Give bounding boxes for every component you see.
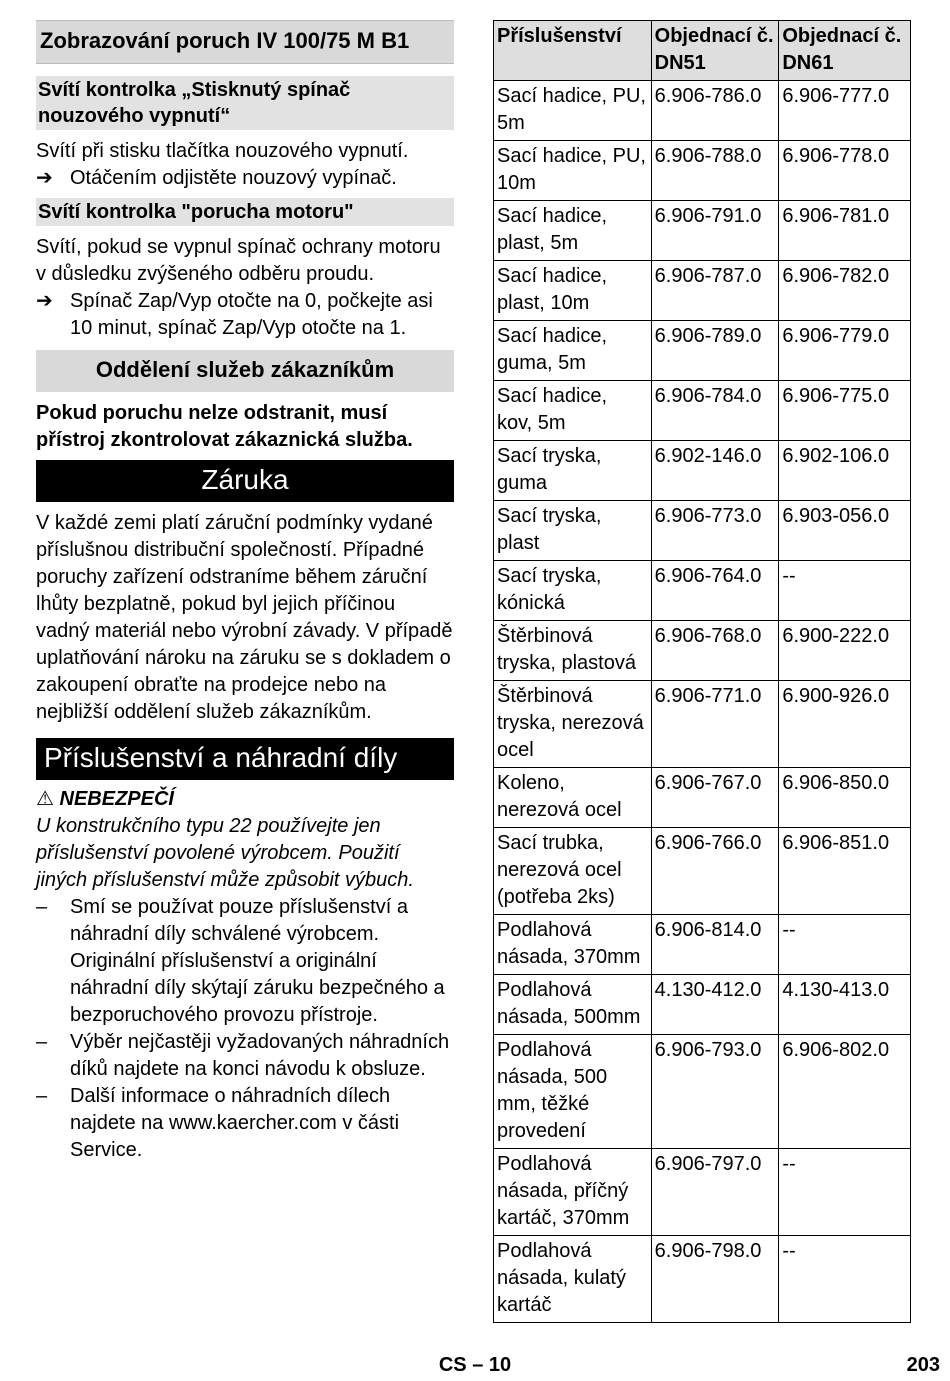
table-row	[494, 141, 911, 201]
cell-order-dn61: 6.906-781.0	[779, 201, 911, 261]
cell-accessory: Sací hadice, PU, 10m	[494, 141, 652, 201]
cell-order-dn51: 6.906-766.0	[651, 828, 779, 915]
motor-heading: Svítí kontrolka "porucha motoru"	[36, 198, 454, 226]
cell-order-dn51: 6.906-793.0	[651, 1035, 779, 1149]
cell-order-dn61: 6.900-926.0	[779, 681, 911, 768]
dash-icon: –	[36, 896, 48, 918]
warranty-heading: Záruka	[36, 460, 454, 502]
cell-order-dn51: 6.906-787.0	[651, 261, 779, 321]
list-item	[36, 894, 454, 1029]
cell-accessory: Podlahová násada, kulatý kartáč	[494, 1236, 652, 1323]
cell-accessory: Podlahová násada, 370mm	[494, 915, 652, 975]
cell-order-dn51: 6.906-797.0	[651, 1149, 779, 1236]
cell-order-dn51: 4.130-412.0	[651, 975, 779, 1035]
emergency-heading: Svítí kontrolka „Stisknutý spínač nouzového vypnutí“	[36, 76, 454, 130]
cell-accessory: Sací tryska, kónická	[494, 561, 652, 621]
table-row	[494, 1236, 911, 1323]
cell-order-dn51: 6.906-768.0	[651, 621, 779, 681]
cell-order-dn61: 6.903-056.0	[779, 501, 911, 561]
cell-accessory: Štěrbinová tryska, nerezová ocel	[494, 681, 652, 768]
table-row	[494, 381, 911, 441]
cell-accessory: Koleno, nerezová ocel	[494, 768, 652, 828]
cell-order-dn61: 6.906-802.0	[779, 1035, 911, 1149]
cell-order-dn61: --	[779, 1236, 911, 1323]
cell-order-dn51: 6.906-773.0	[651, 501, 779, 561]
cell-order-dn51: 6.906-814.0	[651, 915, 779, 975]
cell-order-dn61: 6.906-779.0	[779, 321, 911, 381]
cell-accessory: Sací hadice, plast, 5m	[494, 201, 652, 261]
accessories-heading: Příslušenství a náhradní díly	[36, 738, 454, 780]
cell-order-dn61: 6.906-775.0	[779, 381, 911, 441]
arrow-right-icon: ➔	[36, 167, 53, 189]
cell-order-dn61: 6.906-778.0	[779, 141, 911, 201]
cell-order-dn61: --	[779, 1149, 911, 1236]
emergency-text: Svítí při stisku tlačítka nouzového vypnutí.	[36, 140, 409, 162]
cell-order-dn61: --	[779, 561, 911, 621]
cell-order-dn61: 6.906-782.0	[779, 261, 911, 321]
emergency-step	[36, 165, 454, 192]
emergency-step-text: Otáčením odjistěte nouzový vypínač.	[70, 167, 397, 189]
cell-order-dn51: 6.906-786.0	[651, 81, 779, 141]
table-row	[494, 81, 911, 141]
service-text: Pokud poruchu nelze odstranit, musí přístroj zkontrolovat zákaznická služba.	[36, 402, 413, 451]
cell-accessory: Sací tryska, guma	[494, 441, 652, 501]
header-order-dn61: Objednací č. DN61	[779, 21, 911, 81]
list-item-text: Výběr nejčastěji vyžadovaných náhradních díků najdete na konci návodu k obsluze.	[70, 1031, 450, 1080]
left-column	[36, 20, 454, 1164]
cell-accessory: Sací hadice, kov, 5m	[494, 381, 652, 441]
cell-order-dn51: 6.906-791.0	[651, 201, 779, 261]
table-row	[494, 561, 911, 621]
dash-icon: –	[36, 1085, 48, 1107]
cell-accessory: Sací hadice, guma, 5m	[494, 321, 652, 381]
accessories-table	[493, 20, 911, 1323]
cell-accessory: Štěrbinová tryska, plastová	[494, 621, 652, 681]
table-row	[494, 975, 911, 1035]
page-number: 203	[906, 1354, 940, 1376]
cell-order-dn61: 6.906-777.0	[779, 81, 911, 141]
danger-label-row	[36, 786, 454, 813]
cell-order-dn51: 6.906-798.0	[651, 1236, 779, 1323]
danger-label: NEBEZPEČÍ	[59, 788, 174, 810]
cell-order-dn51: 6.906-771.0	[651, 681, 779, 768]
cell-accessory: Sací trubka, nerezová ocel (potřeba 2ks)	[494, 828, 652, 915]
cell-accessory: Sací hadice, PU, 5m	[494, 81, 652, 141]
motor-step	[36, 288, 454, 342]
footer-section-label: CS – 10	[438, 1354, 512, 1376]
cell-order-dn51: 6.906-784.0	[651, 381, 779, 441]
table-row	[494, 201, 911, 261]
table-row	[494, 768, 911, 828]
danger-text: U konstrukčního typu 22 používejte jen příslušenství povolené výrobcem. Použití jiných příslušenství může způsobit výbuch.	[36, 815, 414, 891]
arrow-right-icon: ➔	[36, 290, 53, 312]
list-item	[36, 1029, 454, 1083]
cell-accessory: Sací tryska, plast	[494, 501, 652, 561]
warranty-text: V každé zemi platí záruční podmínky vydané příslušnou distribuční společností. Případné poruchy zařízení odstraníme během záruční lhůty bezplatně, pokud byl jejich příčinou vadný materiál nebo výrobní závady. V případě uplatňování nároku na záruku se s dokladem o zakoupení obraťte na prodejce nebo na nejbližší oddělení služeb zákazníkům.	[36, 512, 453, 723]
cell-accessory: Podlahová násada, 500mm	[494, 975, 652, 1035]
cell-accessory: Sací hadice, plast, 10m	[494, 261, 652, 321]
cell-accessory: Podlahová násada, 500 mm, těžké provedení	[494, 1035, 652, 1149]
table-row	[494, 321, 911, 381]
cell-order-dn61: 6.906-851.0	[779, 828, 911, 915]
cell-order-dn61: --	[779, 915, 911, 975]
table-row	[494, 621, 911, 681]
cell-order-dn61: 6.906-850.0	[779, 768, 911, 828]
cell-order-dn61: 6.902-106.0	[779, 441, 911, 501]
dash-icon: –	[36, 1031, 48, 1053]
cell-order-dn51: 6.902-146.0	[651, 441, 779, 501]
table-header-row	[494, 21, 911, 81]
list-item-text: Další informace o náhradních dílech najdete na www.kaercher.com v části Service.	[70, 1085, 400, 1161]
table-row	[494, 681, 911, 768]
service-heading: Oddělení služeb zákazníkům	[36, 350, 454, 392]
table-row	[494, 915, 911, 975]
table-row	[494, 1035, 911, 1149]
list-item-text: Smí se používat pouze příslušenství a náhradní díly schválené výrobcem. Originální příslušenství a originální náhradní díly skýtají záruku bezpečného a bezporuchového provozu přístroje.	[70, 896, 445, 1026]
fault-display-title: Zobrazování poruch IV 100/75 M B1	[36, 20, 454, 64]
motor-step-text: Spínač Zap/Vyp otočte na 0, počkejte asi 10 minut, spínač Zap/Vyp otočte na 1.	[70, 290, 433, 339]
table-row	[494, 828, 911, 915]
cell-accessory: Podlahová násada, příčný kartáč, 370mm	[494, 1149, 652, 1236]
cell-order-dn51: 6.906-764.0	[651, 561, 779, 621]
table-row	[494, 441, 911, 501]
header-accessory: Příslušenství	[494, 21, 652, 81]
table-row	[494, 1149, 911, 1236]
motor-text: Svítí, pokud se vypnul spínač ochrany motoru v důsledku zvýšeného odběru proudu.	[36, 236, 441, 285]
cell-order-dn61: 4.130-413.0	[779, 975, 911, 1035]
cell-order-dn51: 6.906-767.0	[651, 768, 779, 828]
cell-order-dn51: 6.906-789.0	[651, 321, 779, 381]
cell-order-dn51: 6.906-788.0	[651, 141, 779, 201]
table-row	[494, 261, 911, 321]
cell-order-dn61: 6.900-222.0	[779, 621, 911, 681]
header-order-dn51: Objednací č. DN51	[651, 21, 779, 81]
table-body	[494, 81, 911, 1323]
table-row	[494, 501, 911, 561]
warning-icon: ⚠	[36, 788, 54, 810]
list-item	[36, 1083, 454, 1164]
